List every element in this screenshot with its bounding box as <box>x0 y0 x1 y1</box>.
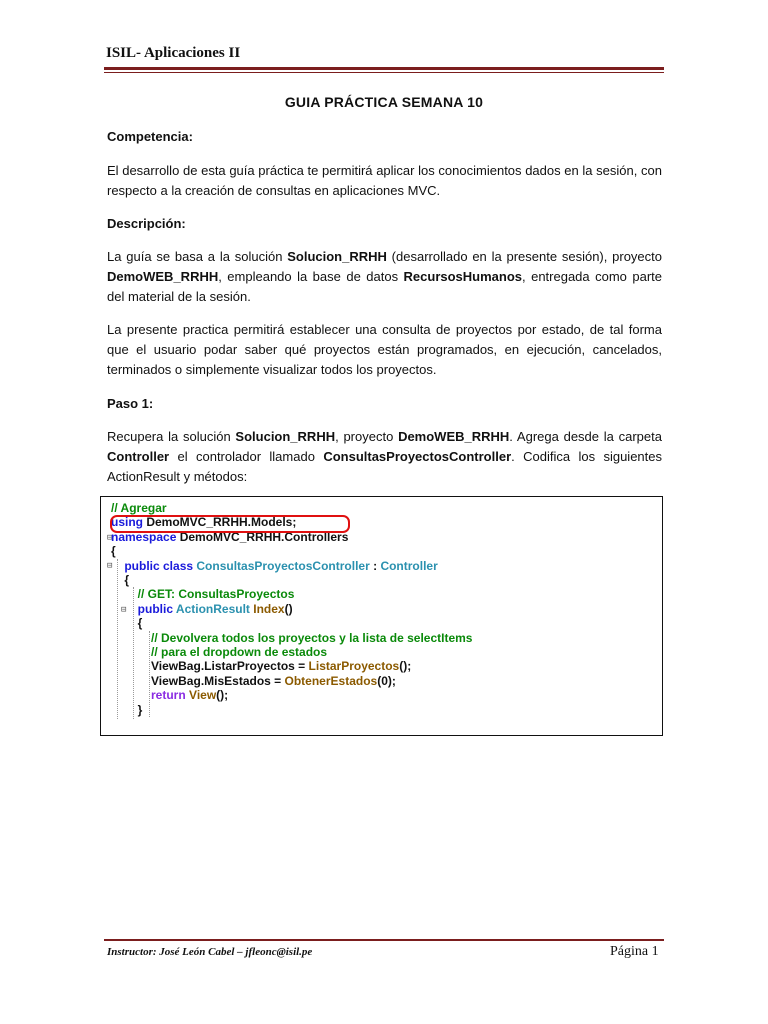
text-run: . Agrega desde la carpeta <box>509 429 662 444</box>
fold-marker-icon: ⊟ <box>107 561 113 571</box>
project-name: DemoWEB_RRHH <box>398 429 510 444</box>
highlight-annotation <box>110 515 350 533</box>
code-comment: // Devolvera todos los proyectos y la lista de selectItems <box>151 630 473 645</box>
code-method: ObtenerEstados <box>284 673 378 688</box>
text-run: . Codifica los siguientes ActionResult y métodos: <box>107 449 662 484</box>
code-comment: // Agregar <box>111 501 167 515</box>
text-run: el controlador llamado <box>169 449 324 464</box>
controller-name: ConsultasProyectosController <box>323 449 512 464</box>
competencia-text: El desarrollo de esta guía práctica te permitirá aplicar los conocimientos dados en la sesión, con respecto a la creación de consultas en aplicaciones MVC. <box>107 163 662 198</box>
code-type: ActionResult <box>175 601 250 616</box>
code-keyword: return <box>151 688 186 703</box>
footer-rule <box>104 939 664 941</box>
code-text: (); <box>216 688 229 703</box>
code-keyword: using <box>111 515 143 530</box>
text-run: Recupera la solución <box>107 429 236 444</box>
code-text: (0); <box>377 673 396 688</box>
folder-name: Controller <box>107 449 170 464</box>
code-keyword: public <box>137 601 174 616</box>
code-keyword: public class <box>124 558 194 573</box>
code-text: (); <box>399 659 412 674</box>
database-name: RecursosHumanos <box>403 269 523 284</box>
code-keyword: namespace <box>111 529 177 544</box>
paso1-heading: Paso 1: <box>107 396 154 411</box>
code-brace: { <box>111 544 116 559</box>
code-text: DemoMVC_RRHH.Models; <box>143 515 297 530</box>
code-type: ConsultasProyectosController <box>196 558 370 573</box>
code-comment: // para el dropdown de estados <box>151 645 328 660</box>
text-run: La guía se basa a la solución <box>107 249 288 264</box>
descripcion-paragraph-1 <box>107 247 662 307</box>
code-type: Controller <box>380 558 438 573</box>
header-title: ISIL- Aplicaciones II <box>106 45 241 61</box>
fold-marker-icon: ⊟ <box>107 533 113 543</box>
project-name: DemoWEB_RRHH <box>107 269 219 284</box>
code-method: ListarProyectos <box>308 659 400 674</box>
document-title: GUIA PRÁCTICA SEMANA 10 <box>284 94 484 110</box>
code-text: : <box>369 558 381 573</box>
fold-marker-icon: ⊟ <box>121 605 127 615</box>
solution-name: Solucion_RRHH <box>287 249 387 264</box>
code-brace: { <box>137 616 143 631</box>
descripcion-heading: Descripción: <box>107 216 186 231</box>
code-comment: // GET: ConsultasProyectos <box>137 587 295 602</box>
code-text: ViewBag.ListarProyectos = <box>151 659 309 674</box>
code-method: Index <box>253 601 285 616</box>
competencia-heading: Competencia: <box>107 129 193 144</box>
solution-name: Solucion_RRHH <box>235 429 336 444</box>
text-run: , proyecto <box>335 429 399 444</box>
code-screenshot <box>100 496 663 736</box>
page-number: Página 1 <box>610 944 659 959</box>
code-text: () <box>284 601 293 616</box>
text-run: , empleando la base de datos <box>218 269 404 284</box>
code-brace: } <box>137 702 143 717</box>
header-rule-thin <box>104 72 664 73</box>
text-run: (desarrollado en la presente sesión), proyecto <box>386 249 663 264</box>
code-editor <box>107 501 627 719</box>
paso1-text <box>107 427 662 487</box>
text-run: , entregada como parte del material de la sesión. <box>107 269 662 304</box>
code-brace: { <box>124 573 130 588</box>
descripcion-paragraph-2: La presente practica permitirá establecer una consulta de proyectos por estado, de tal forma que el usuario podar saber qué proyectos están programados, en ejecución, cancelados, terminados o simplemente visualizar todos los proyectos. <box>107 322 662 377</box>
code-text: ViewBag.MisEstados = <box>151 673 285 688</box>
footer-instructor: Instructor: José León Cabel – jfleonc@isil.pe <box>107 946 313 958</box>
code-text: DemoMVC_RRHH.Controllers <box>176 529 349 544</box>
header-rule <box>104 67 664 70</box>
code-method: View <box>189 688 217 703</box>
code-block <box>111 501 472 717</box>
